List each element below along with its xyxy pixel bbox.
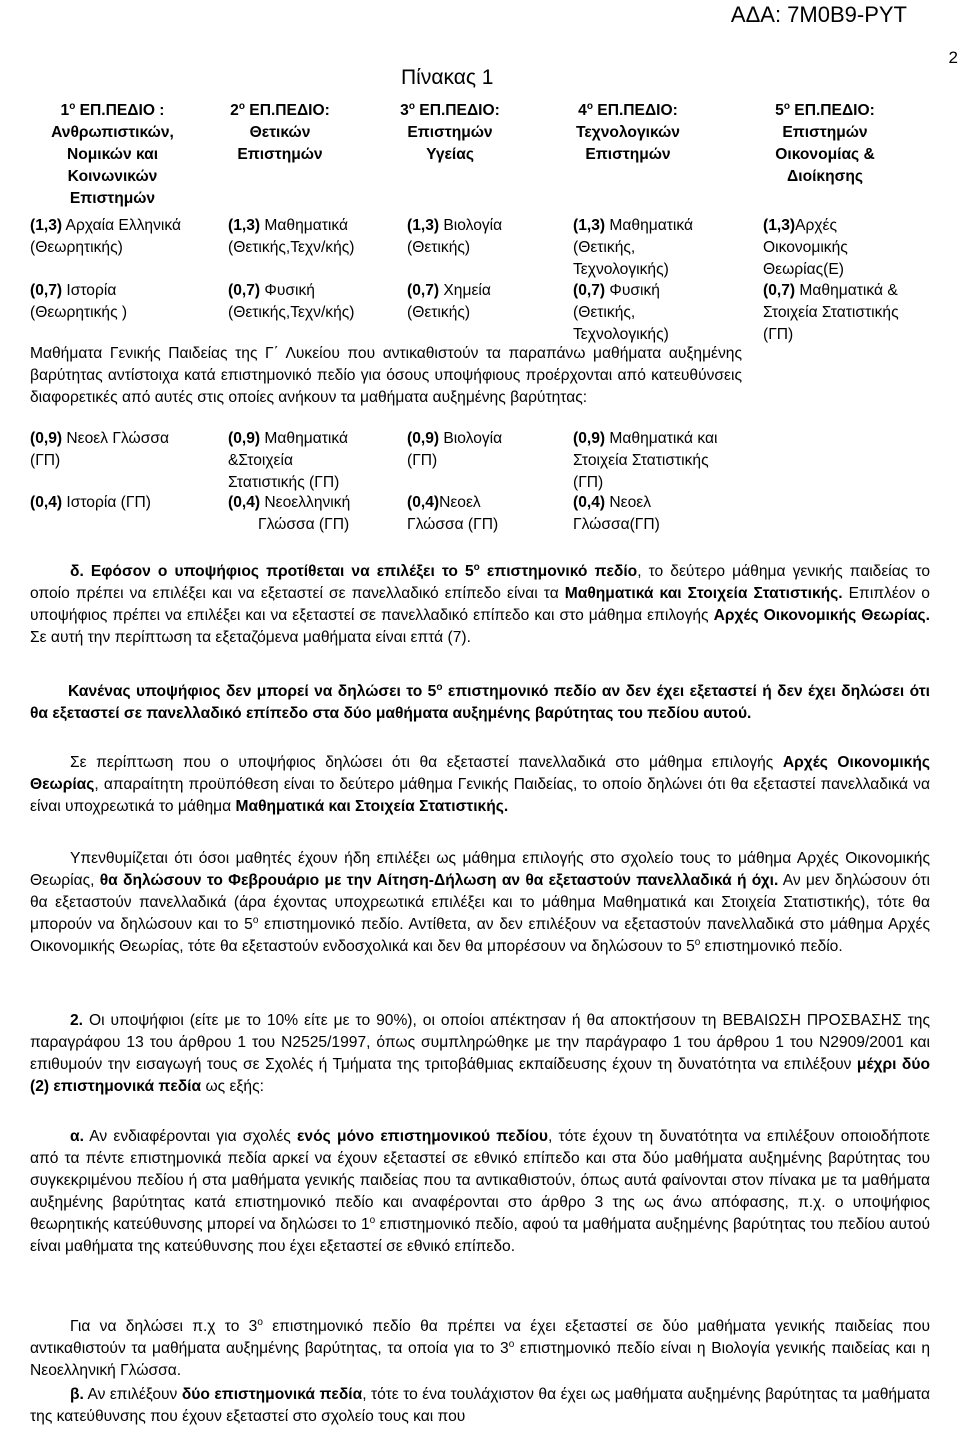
subject-cell: (1,3)Αρχές Οικονομικής Θεωρίας(Ε): [763, 217, 848, 278]
field-header: $1^o$ ΕΠ.ΠΕΔΙΟ : Ανθρωπιστικών, Νομικών και Κοινωνικών Επιστημών: [51, 100, 174, 207]
subject-cell: (0,9) Μαθηματικά &Στοιχεία Στατιστικής (ΓΠ): [228, 430, 349, 491]
subject-cell: (0,4) Νεοελληνική Γλώσσα (ΓΠ): [228, 494, 351, 533]
subject-cell: (1,3) Βιολογία (Θετικής): [407, 217, 503, 256]
subject-cell: (0,4)Νεοελ Γλώσσα (ΓΠ): [407, 494, 499, 533]
subject-cell: (0,4) Νεοελ Γλώσσα(ΓΠ): [573, 494, 660, 533]
subject-cell: (0,7) Χημεία (Θετικής): [407, 282, 491, 321]
subject-cell: (0,4) Ιστορία (ΓΠ): [30, 494, 151, 511]
paragraph-two: 2. Οι υποψήφιοι (είτε με το 10% είτε με το 90%), οι οποίοι απέκτησαν ή θα αποκτήσουν τη ΒΕΒΑΙΩΣΗ ΠΡΟΣΒΑΣΗΣ της παραγράφου 13 του άρθρου 1 του Ν2525/1997, όπως συμπληρώθηκε με την παράγραφο 1 του άρθρου 1 του Ν2909/2001 και επιθυμούν την εισαγωγή τους σε Σχολές ή Τμήματα της τριτοβάθμιας εκπαίδευσης έχουν τη δυνατότητα να επιλέξουν μέχρι δύο (2) επιστημονικά πεδία ως εξής:: [30, 1012, 930, 1095]
field-header: $2^o$ ΕΠ.ΠΕΔΙΟ: Θετικών Επιστημών: [230, 100, 330, 163]
subject-cell: (1,3) Αρχαία Ελληνικά (Θεωρητικής): [30, 217, 181, 256]
subject-cell: (0,7) Ιστορία (Θεωρητικής ): [30, 282, 128, 321]
subject-cell: (0,9) Νεοελ Γλώσσα (ΓΠ): [30, 430, 169, 469]
paragraph-case: Σε περίπτωση που ο υποψήφιος δηλώσει ότι θα εξεταστεί πανελλαδικά στο μάθημα επιλογής Αρχές Οικονομικής Θεωρίας, απαραίτητη προϋπόθεση είναι το δεύτερο μάθημα Γενικής Παιδείας, το οποίο δηλώνει ότι θα εξεταστεί πανελλαδικά να είναι υποχρεωτικά το μάθημα Μαθηματικά και Στοιχεία Στατιστικής.: [30, 754, 930, 815]
paragraph-example: Για να δηλώσει π.χ το $3^o$ επιστημονικό πεδίο θα πρέπει να έχει εξεταστεί σε δύο μαθήματα γενικής παιδείας που αντικαθιστούν τα μαθήματα αυξημένης βαρύτητας, τα οποία για το $3^o$ επιστημονικό πεδίο είναι η Βιολογία γενικής παιδείας και η Νεοελληνική Γλώσσα.: [30, 1316, 930, 1379]
paragraph-warning: Κανένας υποψήφιος δεν μπορεί να δηλώσει το $5^o$ επιστημονικό πεδίο αν δεν έχει εξεταστεί ή δεν έχει δηλώσει ότι θα εξεταστεί σε πανελλαδικό επίπεδο στα δύο μαθήματα αυξημένης βαρύτητας του πεδίου αυτού.: [30, 681, 930, 722]
paragraph-delta: δ. Εφόσον ο υποψήφιος προτίθεται να επιλέξει το $5^o$ επιστημονικό πεδίο, το δεύτερο μάθημα γενικής παιδείας το οποίο πρέπει να επιλέξει και να εξεταστεί σε πανελλαδικό επίπεδο είναι τα Μαθηματικά και Στοιχεία Στατιστικής. Επιπλέον ο υποψήφιος πρέπει να επιλέξει και να εξεταστεί σε πανελλαδικό επίπεδο και στο μάθημα επιλογής Αρχές Οικονομικής Θεωρίας. Σε αυτή την περίπτωση τα εξεταζόμενα μαθήματα είναι επτά (7).: [30, 561, 930, 646]
ada-code: ΑΔΑ: 7Μ0Β9-ΡΥΤ: [730, 2, 907, 27]
field-header: $5^o$ ΕΠ.ΠΕΔΙΟ: Επιστημών Οικονομίας & Διοίκησης: [775, 100, 875, 185]
subject-cell: (0,7) Μαθηματικά & Στοιχεία Στατιστικής (ΓΠ): [763, 282, 899, 343]
subject-cell: (1,3) Μαθηματικά (Θετικής,Τεχν/κής): [228, 217, 355, 256]
subject-cell: (1,3) Μαθηματικά (Θετικής, Τεχνολογικής): [573, 217, 694, 278]
table-title: Πίνακας 1: [401, 66, 494, 89]
field-header: $3^o$ ΕΠ.ΠΕΔΙΟ: Επιστημών Υγείας: [400, 100, 500, 163]
page-number: 2: [948, 48, 958, 67]
paragraph-alpha: α. Αν ενδιαφέρονται για σχολές ενός μόνο επιστημονικού πεδίου, τότε έχουν τη δυνατότητα να επιλέξουν οποιοδήποτε από τα πέντε επιστημονικά πεδία αρκεί να έχουν εξεταστεί σε εθνικό επίπεδο και στα δύο μαθήματα αυξημένης βαρύτητας του συγκεκριμένου πεδίου ή στα μαθήματα γενικής παιδείας που τα αντικαθιστούν, όπως αυτά φαίνονται στον πίνακα με τα μαθήματα αυξημένης βαρύτητας κατά επιστημονικό πεδίο και αναφέρονται στο άρθρο 3 της ως άνω απόφασης, π.χ. ο υποψήφιος θεωρητικής κατεύθυνσης μπορεί να δηλώσει το $1^o$ επιστημονικό πεδίο, αφού τα μαθήματα αυξημένης βαρύτητας του πεδίου αυτού είναι μαθήματα της κατεύθυνσης που έχει εξεταστεί σε εθνικό επίπεδο.: [30, 1128, 930, 1255]
subject-cell: (0,9) Μαθηματικά και Στοιχεία Στατιστικής (ΓΠ): [573, 430, 718, 491]
subject-cell: (0,7) Φυσική (Θετικής,Τεχν/κής): [228, 282, 355, 321]
paragraph-reminder: Υπενθυμίζεται ότι όσοι μαθητές έχουν ήδη επιλέξει ως μάθημα επιλογής στο σχολείο τους το μάθημα Αρχές Οικονομικής Θεωρίας, θα δηλώσουν το Φεβρουάριο με την Αίτηση-Δήλωση αν θα εξεταστούν πανελλαδικά ή όχι. Αν μεν δηλώσουν ότι θα εξεταστούν πανελλαδικά (άρα έχοντας υποχρεωτικά επιλέξει και το μάθημα Μαθηματικά και Στοιχεία Στατιστικής), τότε θα μπορούν να δηλώσουν και το $5^o$ επιστημονικό πεδίο. Αντίθετα, αν δεν επιλέξουν να εξεταστούν πανελλαδικά στο μάθημα Αρχές Οικονομικής Θεωρίας, τότε θα εξεταστούν ενδοσχολικά και δεν θα μπορέσουν να δηλώσουν το $5^o$ επιστημονικό πεδίο.: [30, 850, 930, 955]
general-education-text: Μαθήματα Γενικής Παιδείας της Γ΄ Λυκείου που αντικαθιστούν τα παραπάνω μαθήματα αυξημένης βαρύτητας αντίστοιχα κατά επιστημονικό πεδίο για όσους υποψήφιους προέρχονται από κατευθύνσεις διαφορετικές από αυτές στις οποίες ανήκουν τα μαθήματα αυξημένης βαρύτητας:: [30, 345, 742, 406]
field-header: $4^o$ ΕΠ.ΠΕΔΙΟ: Τεχνολογικών Επιστημών: [576, 100, 680, 163]
subject-cell: (0,7) Φυσική (Θετικής, Τεχνολογικής): [573, 282, 669, 343]
paragraph-beta: β. Αν επιλέξουν δύο επιστημονικά πεδία, τότε το ένα τουλάχιστον θα έχει ως μαθήματα αυξημένης βαρύτητας τα μαθήματα της κατεύθυνσης που έχουν εξεταστεί στο σχολείο τους και που: [30, 1386, 930, 1425]
subject-cell: (0,9) Βιολογία (ΓΠ): [407, 430, 503, 469]
